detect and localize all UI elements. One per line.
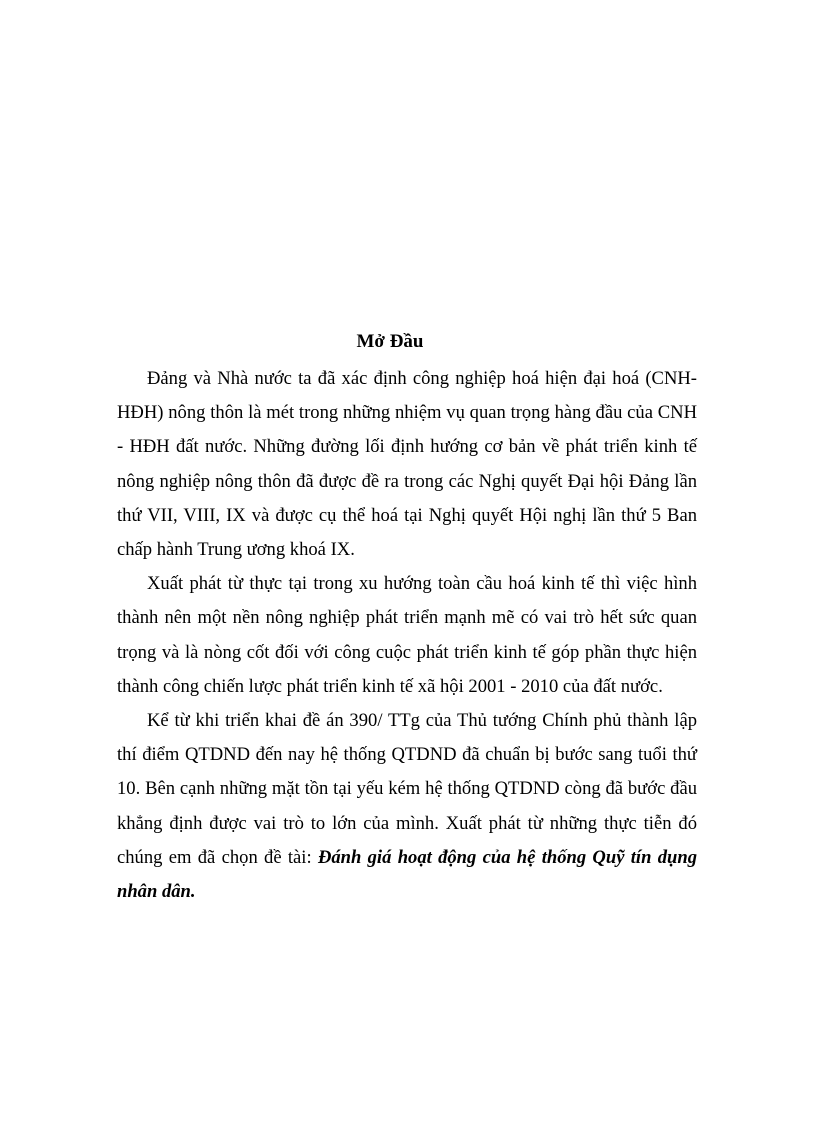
thesis-topic-emphasis: Đánh giá hoạt động của hệ thống Quỹ tín dụng nhân dân.	[117, 846, 697, 903]
document-body	[117, 362, 697, 909]
paragraph-3-text: Kể từ khi triển khai đề án 390/ TTg của Thủ tướng Chính phủ thành lập thí điểm QTDND đến nay hệ thống QTDND đã chuẩn bị bước sang tuổi thứ 10. Bên cạnh những mặt tồn tại yếu kém hệ thống QTDND còng đã bước đầu khẳng định được vai trò to lớn của mình. Xuất phát từ những thực tiễn đó chúng em đã chọn đề tài:	[117, 710, 697, 868]
paragraph-1: Đảng và Nhà nước ta đã xác định công nghiệp hoá hiện đại hoá (CNH-HĐH) nông thôn là mét trong những nhiệm vụ quan trọng hàng đầu của CNH - HĐH đất nước. Những đường lối định hướng cơ bản về phát triển kinh tế nông nghiệp nông thôn đã được đề ra trong các Nghị quyết Đại hội Đảng lần thứ VII, VIII, IX và được cụ thể hoá tại Nghị quyết Hội nghị lần thứ 5 Ban chấp hành Trung ương khoá IX.	[117, 368, 697, 561]
paragraph-3	[117, 704, 697, 909]
paragraph-2: Xuất phát từ thực tại trong xu hướng toàn cầu hoá kinh tế thì việc hình thành nên một nền nông nghiệp phát triển mạnh mẽ có vai trò hết sức quan trọng và là nòng cốt đối với công cuộc phát triển kinh tế góp phần thực hiện thành công chiến lược phát triển kinh tế xã hội 2001 - 2010 của đất nước.	[117, 573, 697, 697]
page-title: Mở Đầu	[356, 331, 424, 352]
